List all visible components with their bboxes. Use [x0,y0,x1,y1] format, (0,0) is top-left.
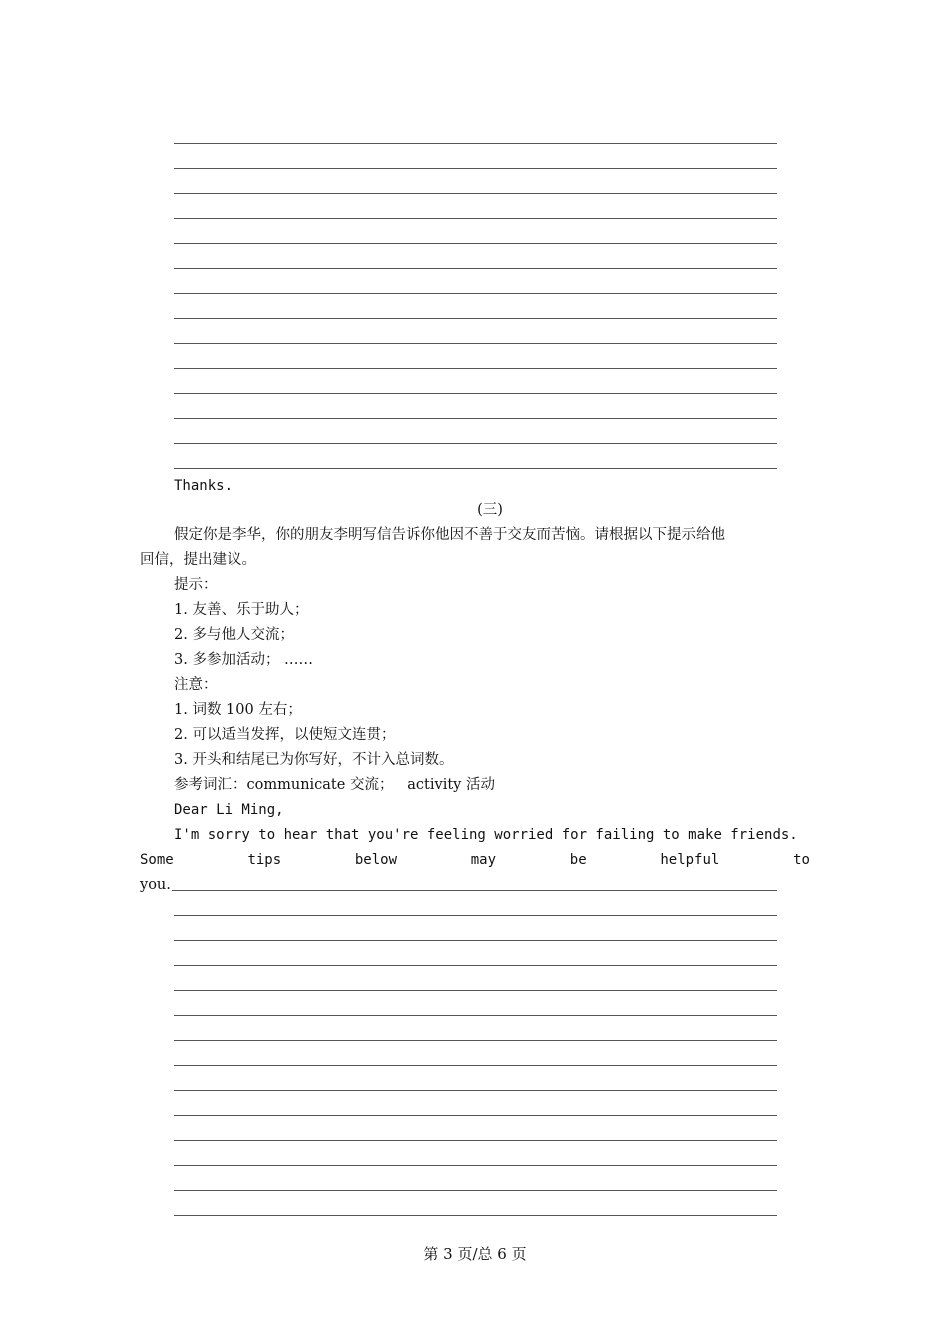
page-footer: 第 3 页/总 6 页 [423,1245,527,1263]
note-item: 3. 开头和结尾已为你写好，不计入总词数。 [174,752,454,768]
notes-label: 注意： [174,677,218,693]
answer-line [174,268,777,269]
answer-line [174,1190,777,1191]
answer-line [174,1040,777,1041]
hint-item: 3. 多参加活动； …… [174,652,314,668]
vocabulary-reference: 参考词汇：communicate 交流； activity 活动 [174,777,495,793]
hints-label: 提示： [174,577,218,593]
answer-line [174,940,777,941]
prompt-line-1: 假定你是李华，你的朋友李明写信告诉你他因不善于交友而苦恼。请根据以下提示给他 [174,527,725,543]
answer-line [174,243,777,244]
answer-line [172,890,777,891]
letter-greeting: Dear Li Ming, [174,802,284,818]
letter-word: helpful [660,852,720,868]
answer-line [174,168,777,169]
hint-item: 1. 友善、乐于助人； [174,602,309,618]
answer-line [174,1165,777,1166]
answer-line [174,368,777,369]
answer-line [174,193,777,194]
section-title: (三) [477,502,503,518]
answer-line [174,1215,777,1216]
answer-line [174,965,777,966]
letter-word: Some [140,852,174,868]
prompt-line-2: 回信，提出建议。 [140,552,256,568]
note-item: 2. 可以适当发挥，以使短文连贯； [174,727,396,743]
answer-line [174,443,777,444]
letter-line-3: you. [140,877,171,893]
letter-line-2 [140,850,810,870]
answer-line [174,318,777,319]
letter-word: may [470,852,497,868]
answer-line [174,143,777,144]
letter-word: tips [247,852,282,868]
answer-line [174,418,777,419]
answer-line [174,218,777,219]
answer-line [174,343,777,344]
hint-item: 2. 多与他人交流； [174,627,294,643]
answer-line [174,393,777,394]
answer-line [174,1015,777,1016]
answer-line [174,915,777,916]
closing-thanks: Thanks. [174,478,234,494]
letter-word: below [354,852,398,868]
letter-word: be [569,852,587,868]
note-item: 1. 词数 100 左右； [174,702,302,718]
answer-line [174,293,777,294]
answer-line [174,1140,777,1141]
answer-line [174,1115,777,1116]
answer-line [174,1090,777,1091]
answer-line [174,990,777,991]
answer-line [174,468,777,469]
letter-word: to [793,852,810,868]
letter-line-1: I'm sorry to hear that you're feeling worried for failing to make friends. [174,827,798,843]
answer-line [174,1065,777,1066]
